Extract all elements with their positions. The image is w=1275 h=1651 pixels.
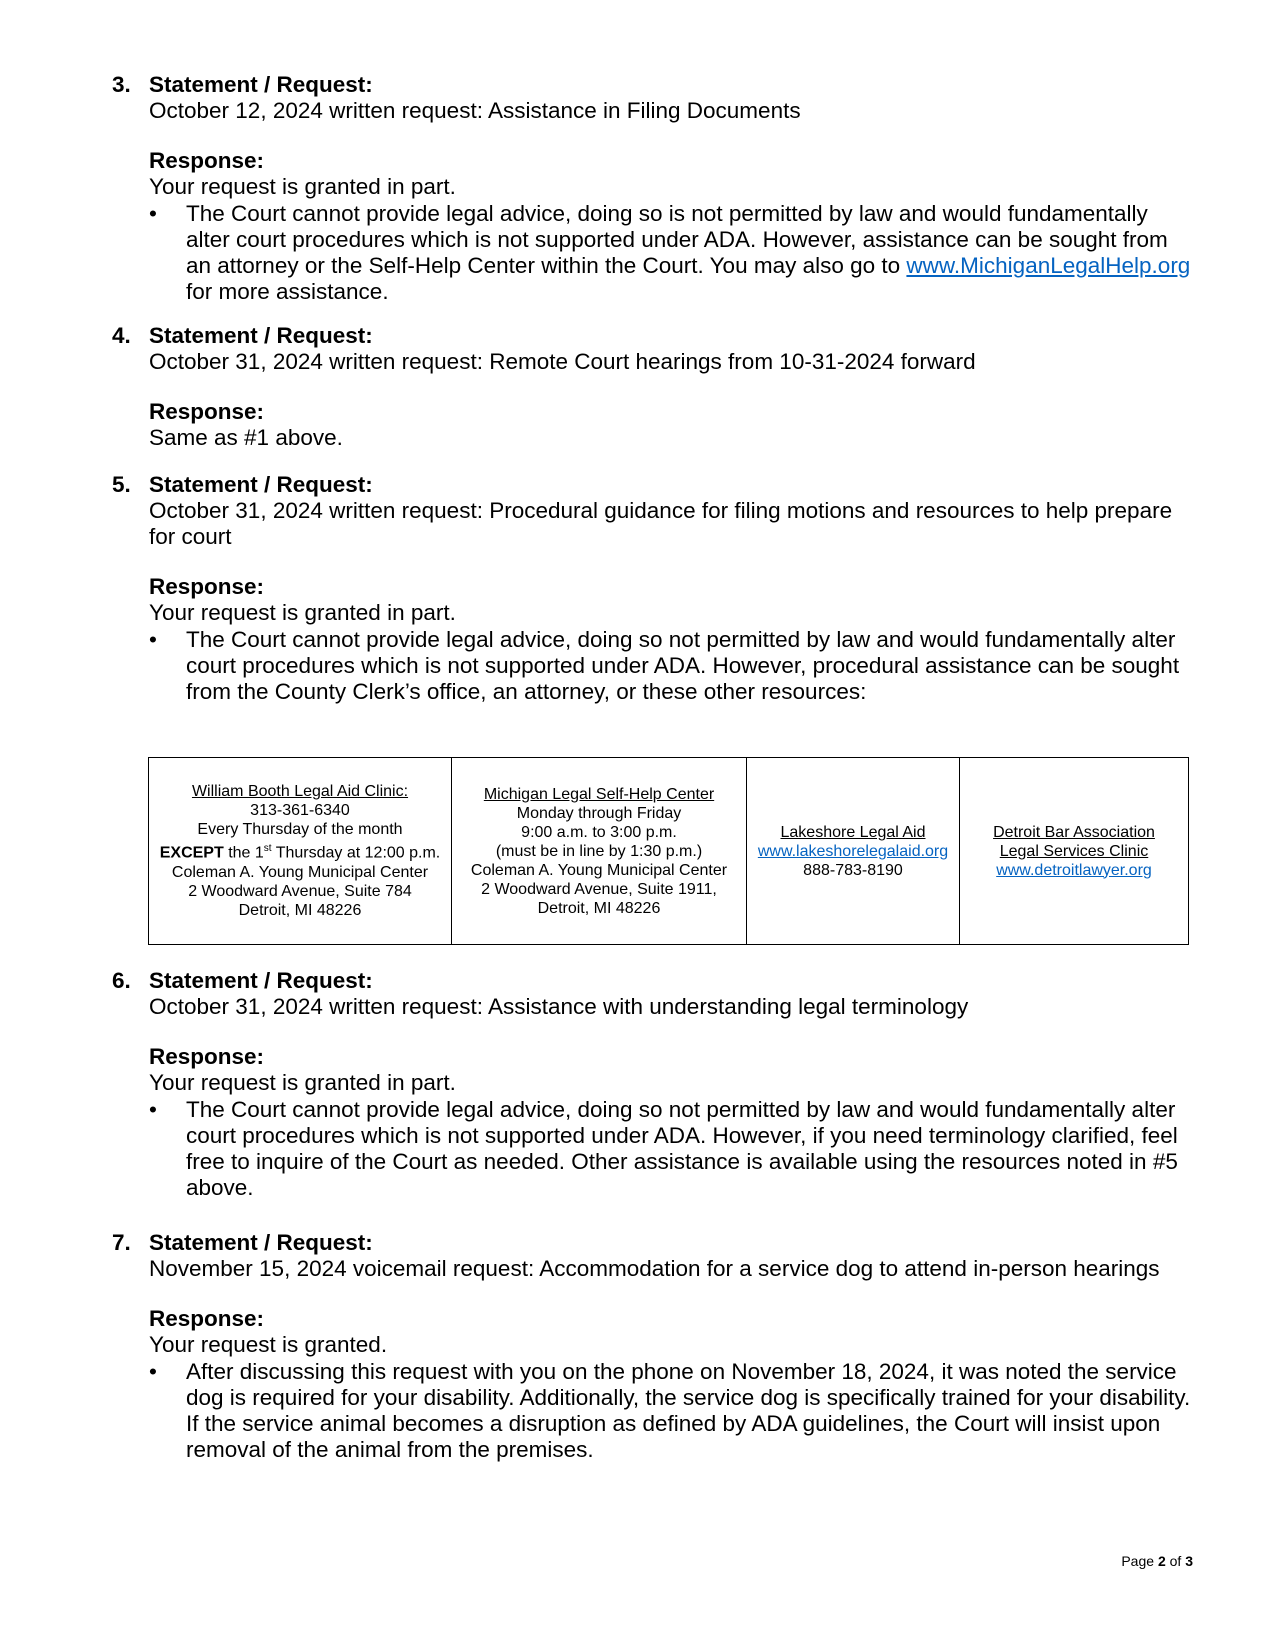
response-label: Response: xyxy=(149,148,265,173)
response-label: Response: xyxy=(149,1306,265,1331)
statement-text: October 31, 2024 written request: Assistance with understanding legal terminology xyxy=(149,994,969,1019)
response-bullet xyxy=(149,1359,1192,1463)
resource-note: (must be in line by 1:30 p.m.) xyxy=(495,842,703,860)
item-number: 4. xyxy=(112,323,131,348)
resource-name: Detroit Bar Association xyxy=(993,823,1155,841)
bullet-marker: • xyxy=(149,1097,157,1122)
resource-william-booth xyxy=(149,758,452,945)
page-total: 3 xyxy=(1185,1553,1193,1569)
bullet-text: The Court cannot provide legal advice, doing so not permitted by law and would fundamentally alter court procedures which is not supported under ADA. However, procedural assistance can be sought from the County Clerk’s office, an attorney, or these other resources: xyxy=(186,627,1180,704)
page-number: 2 xyxy=(1157,1553,1166,1569)
resource-name: Michigan Legal Self-Help Center xyxy=(483,785,715,803)
statement-label: Statement / Request: xyxy=(149,968,373,993)
bullet-marker: • xyxy=(149,1359,157,1384)
resources-row xyxy=(149,758,1189,945)
resource-subname: Legal Services Clinic xyxy=(999,842,1149,860)
resource-schedule: Every Thursday of the month xyxy=(197,821,403,839)
resources-table xyxy=(148,757,1189,945)
response-bullet xyxy=(149,1097,1192,1201)
bullet-text: After discussing this request with you on the phone on November 18, 2024, it was noted the service dog is required for your disability. Additionally, the service dog is specifically trained for your disability. If the service animal becomes a disruption as defined by ADA guidelines, the Court will insist upon removal of the animal from the premises. xyxy=(186,1359,1191,1462)
statement-label: Statement / Request: xyxy=(149,72,373,97)
response-text: Same as #1 above. xyxy=(149,425,343,450)
resource-building: Coleman A. Young Municipal Center xyxy=(171,863,429,881)
lakeshore-link[interactable]: www.lakeshorelegalaid.org xyxy=(757,842,949,860)
item-number: 5. xyxy=(112,472,131,497)
resource-hours: 9:00 a.m. to 3:00 p.m. xyxy=(521,823,677,841)
response-text: Your request is granted. xyxy=(149,1332,388,1357)
page-footer xyxy=(1121,1553,1193,1569)
request-item-4 xyxy=(112,323,1192,451)
statement-text: October 31, 2024 written request: Remote Court hearings from 10-31-2024 forward xyxy=(149,349,976,374)
page-word: Page xyxy=(1121,1553,1155,1569)
response-bullet xyxy=(149,201,1192,305)
resource-lakeshore xyxy=(747,758,960,945)
item-number: 6. xyxy=(112,968,131,993)
resource-michigan-self-help xyxy=(452,758,747,945)
response-text: Your request is granted in part. xyxy=(149,1070,456,1095)
resource-days: Monday through Friday xyxy=(516,804,682,822)
response-label: Response: xyxy=(149,399,265,424)
request-item-5 xyxy=(112,472,1192,705)
resource-detroit-bar xyxy=(960,758,1189,945)
statement-text: November 15, 2024 voicemail request: Accommodation for a service dog to attend in-person hearings xyxy=(149,1256,1160,1281)
resource-street: 2 Woodward Avenue, Suite 784 xyxy=(188,882,412,900)
bullet-text: The Court cannot provide legal advice, doing so not permitted by law and would fundamentally alter court procedures which is not supported under ADA. However, if you need terminology clarified, feel free to inquire of the Court as needed. Other assistance is available using the resources noted in #5 above. xyxy=(186,1097,1178,1200)
bullet-text-end: for more assistance. xyxy=(186,279,389,304)
bullet-marker: • xyxy=(149,627,157,652)
resource-name: Lakeshore Legal Aid xyxy=(780,823,926,841)
resource-building: Coleman A. Young Municipal Center xyxy=(470,861,728,879)
response-label: Response: xyxy=(149,574,265,599)
response-text: Your request is granted in part. xyxy=(149,600,456,625)
michigan-legal-help-link[interactable]: www.MichiganLegalHelp.org xyxy=(906,253,1191,278)
resource-city: Detroit, MI 48226 xyxy=(537,899,661,917)
bullet-marker: • xyxy=(149,201,157,226)
response-label: Response: xyxy=(149,1044,265,1069)
item-number: 7. xyxy=(112,1230,131,1255)
item-number: 3. xyxy=(112,72,131,97)
request-item-7 xyxy=(112,1230,1192,1463)
detroit-lawyer-link[interactable]: www.detroitlawyer.org xyxy=(996,861,1152,879)
request-item-3 xyxy=(112,72,1192,305)
response-bullet xyxy=(149,627,1192,705)
response-text: Your request is granted in part. xyxy=(149,174,456,199)
resource-exception: EXCEPT the 1st Thursday at 12:00 p.m. xyxy=(159,843,441,862)
resource-phone: 888-783-8190 xyxy=(803,861,903,879)
statement-label: Statement / Request: xyxy=(149,1230,373,1255)
resource-phone: 313-361-6340 xyxy=(250,802,350,820)
of-word: of xyxy=(1169,1553,1182,1569)
statement-text: October 31, 2024 written request: Procedural guidance for filing motions and resources to help prepare for court xyxy=(149,498,1173,549)
resource-street: 2 Woodward Avenue, Suite 1911, xyxy=(481,880,717,898)
resource-city: Detroit, MI 48226 xyxy=(238,901,362,919)
bullet-text: The Court cannot provide legal advice, doing so is not permitted by law and would fundamentally alter court procedures which is not supported under ADA. However, assistance can be sought from an attorney or the Self-Help Center within the Court. You may also go to xyxy=(186,201,1168,278)
request-item-6 xyxy=(112,968,1192,1201)
statement-label: Statement / Request: xyxy=(149,472,373,497)
resource-name: William Booth Legal Aid Clinic: xyxy=(191,783,409,801)
statement-label: Statement / Request: xyxy=(149,323,373,348)
statement-text: October 12, 2024 written request: Assistance in Filing Documents xyxy=(149,98,801,123)
